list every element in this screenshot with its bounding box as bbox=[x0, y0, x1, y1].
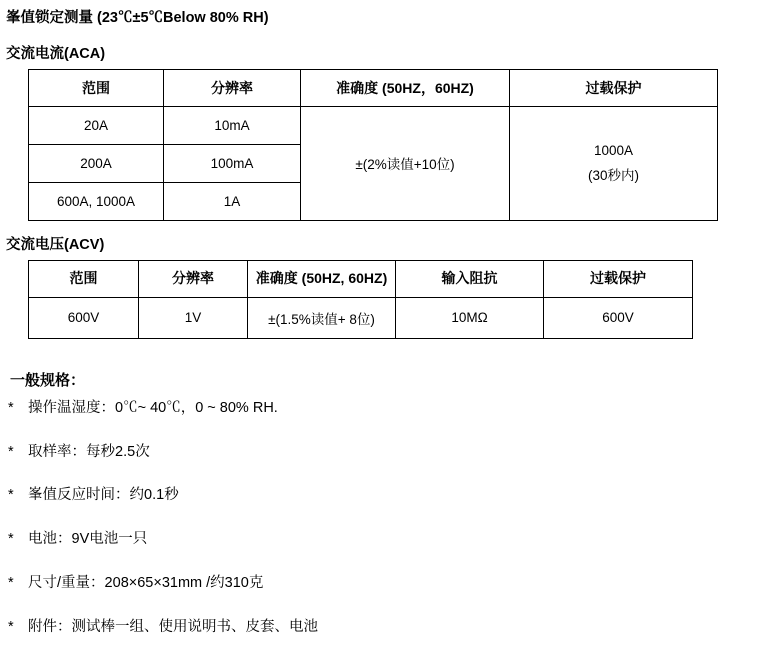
bullet-star: * bbox=[8, 487, 14, 504]
bullet-star: * bbox=[8, 618, 14, 635]
cell-resolution: 1V bbox=[139, 297, 248, 338]
list-item-text: 取样率：每秒2.5次 bbox=[28, 443, 150, 460]
list-item-text: 尺寸/重量：208×65×31mm /约310克 bbox=[28, 574, 264, 591]
acv-spec-table bbox=[28, 260, 693, 339]
page-title: 峯值锁定测量 (23℃±5℃Below 80% RH) bbox=[6, 10, 269, 26]
section-heading-aca: 交流电流(ACA) bbox=[6, 45, 106, 62]
table-header-row bbox=[29, 260, 693, 297]
list-item bbox=[8, 442, 772, 464]
column-header-range: 范围 bbox=[29, 260, 139, 297]
column-header-resolution: 分辨率 bbox=[164, 69, 301, 106]
list-item-text: 峯值反应时间：约0.1秒 bbox=[28, 487, 179, 504]
list-item-text: 操作温湿度：0℃~ 40℃，0 ~ 80% RH. bbox=[28, 399, 278, 416]
general-specs-heading: 一般规格： bbox=[10, 371, 86, 389]
list-item-text: 附件：测试棒一组、使用说明书、皮套、电池 bbox=[28, 618, 319, 635]
column-header-input-impedance: 输入阻抗 bbox=[396, 260, 544, 297]
overload-value: 1000A bbox=[593, 142, 634, 158]
column-header-range: 范围 bbox=[29, 69, 164, 106]
cell-range: 600V bbox=[29, 297, 139, 338]
bullet-star: * bbox=[8, 574, 14, 591]
column-header-overload: 过载保护 bbox=[510, 69, 718, 106]
general-specs-list bbox=[0, 398, 772, 639]
column-header-accuracy: 准确度 (50HZ，60HZ) bbox=[301, 69, 510, 106]
aca-spec-table bbox=[28, 69, 718, 221]
bullet-star: * bbox=[8, 399, 14, 416]
table-header-row bbox=[29, 69, 718, 106]
cell-accuracy: ±(2%读值+10位) bbox=[301, 106, 510, 220]
column-header-accuracy: 准确度 (50HZ, 60HZ) bbox=[248, 260, 396, 297]
bullet-star: * bbox=[8, 443, 14, 460]
cell-overload bbox=[510, 106, 718, 220]
cell-overload: 600V bbox=[544, 297, 693, 338]
cell-resolution: 10mA bbox=[164, 106, 301, 144]
list-item bbox=[8, 529, 772, 551]
overload-note: (30秒内) bbox=[587, 168, 639, 184]
list-item bbox=[8, 398, 772, 420]
list-item bbox=[8, 485, 772, 507]
cell-accuracy: ±(1.5%读值+ 8位) bbox=[248, 297, 396, 338]
cell-range: 200A bbox=[29, 144, 164, 182]
column-header-overload: 过载保护 bbox=[544, 260, 693, 297]
table-row bbox=[29, 106, 718, 144]
cell-resolution: 1A bbox=[164, 182, 301, 220]
cell-range: 20A bbox=[29, 106, 164, 144]
table-row bbox=[29, 297, 693, 338]
list-item bbox=[8, 573, 772, 595]
list-item-text: 电池：9V电池一只 bbox=[28, 531, 148, 547]
cell-resolution: 100mA bbox=[164, 144, 301, 182]
column-header-resolution: 分辨率 bbox=[139, 260, 248, 297]
bullet-star: * bbox=[8, 531, 14, 547]
cell-input-impedance: 10MΩ bbox=[396, 297, 544, 338]
cell-range: 600A, 1000A bbox=[29, 182, 164, 220]
section-heading-acv: 交流电压(ACV) bbox=[6, 236, 105, 253]
list-item bbox=[8, 617, 772, 639]
